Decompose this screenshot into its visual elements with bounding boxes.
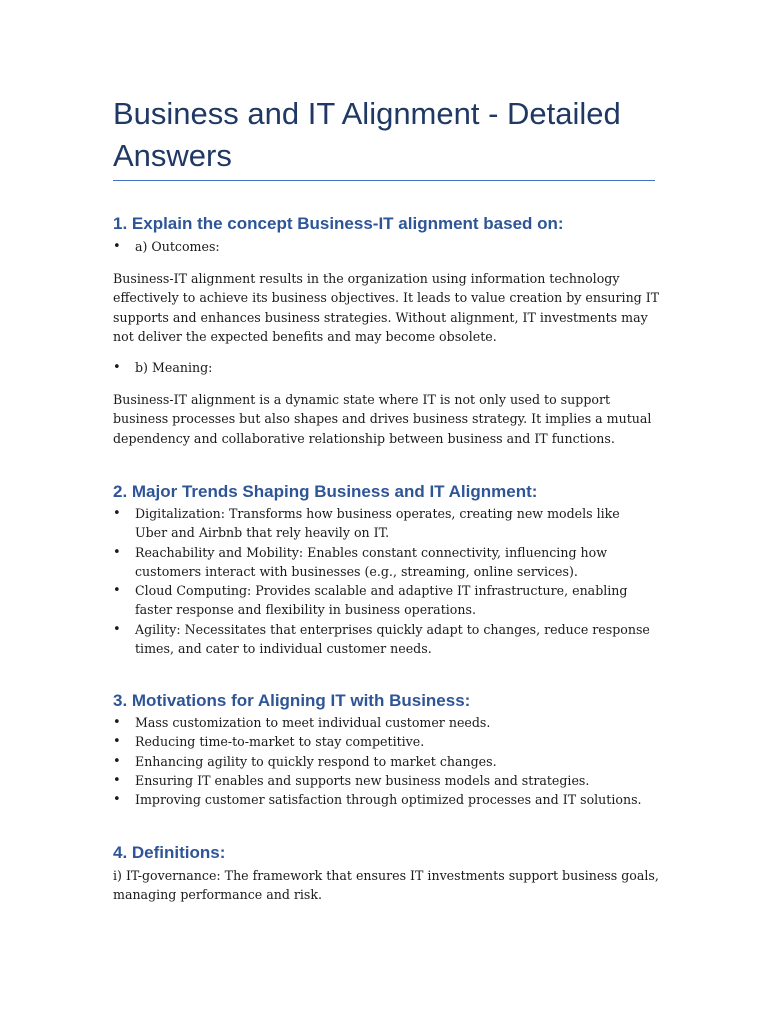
section-2-list — [113, 504, 673, 658]
bullet-icon: • — [113, 734, 121, 750]
section-4-heading: 4. Definitions: — [113, 843, 226, 862]
list-item: • Ensuring IT enables and supports new business models and strategies. — [113, 771, 655, 790]
list-item: • Enhancing agility to quickly respond to market changes. — [113, 752, 655, 771]
section-1-list-a — [113, 237, 673, 256]
list-item: • Reducing time-to-market to stay competitive. — [113, 732, 655, 751]
list-item: • Cloud Computing: Provides scalable and adaptive IT infrastructure, enabling faster response and flexibility in business operations. — [113, 583, 628, 618]
bullet-icon: • — [113, 583, 121, 599]
section-1-paragraph-a: Business-IT alignment results in the organization using information technology effectively to achieve its business objectives. It leads to value creation by ensuring IT supports and enhances business strategies. Without alignment, IT investments may not deliver the expected benefits and may become obsolete. — [113, 271, 660, 344]
section-1-heading: 1. Explain the concept Business-IT alignment based on: — [113, 214, 564, 233]
bullet-icon: • — [113, 753, 121, 769]
list-item: • b) Meaning: — [113, 358, 655, 377]
section-1-paragraph-b: Business-IT alignment is a dynamic state where IT is not only used to support business processes but also shapes and drives business strategy. It implies a mutual dependency and collaborative relationship between business and IT functions. — [113, 392, 652, 446]
list-item: • Agility: Necessitates that enterprises quickly adapt to changes, reduce response times, and cater to individual customer needs. — [113, 621, 650, 657]
list-item: • Digitalization: Transforms how business operates, creating new models like Uber and Airbnb that rely heavily on IT. — [113, 506, 620, 541]
bullet-icon: • — [113, 360, 121, 375]
section-4-paragraph: i) IT-governance: The framework that ensures IT investments support business goals, managing performance and risk. — [113, 868, 659, 903]
bullet-icon: • — [113, 792, 121, 808]
section-1-list-b — [113, 358, 673, 377]
title-underline — [113, 180, 655, 181]
list-item: • Mass customization to meet individual customer needs. — [113, 713, 655, 732]
section-3-heading: 3. Motivations for Aligning IT with Business: — [113, 691, 471, 710]
section-2-heading: 2. Major Trends Shaping Business and IT Alignment: — [113, 482, 538, 501]
bullet-icon: • — [113, 621, 121, 637]
document-title: Business and IT Alignment - Detailed Answers — [113, 96, 621, 173]
list-item: • Reachability and Mobility: Enables constant connectivity, influencing how customers interact with businesses (e.g., streaming, online services). — [113, 544, 607, 579]
section-3-list — [113, 713, 673, 809]
bullet-icon: • — [113, 544, 121, 560]
list-item: • Improving customer satisfaction through optimized processes and IT solutions. — [113, 790, 655, 809]
list-item: • a) Outcomes: — [113, 237, 655, 256]
bullet-icon: • — [113, 772, 121, 788]
bullet-icon: • — [113, 715, 121, 730]
bullet-icon: • — [113, 506, 121, 521]
bullet-icon: • — [113, 239, 121, 254]
